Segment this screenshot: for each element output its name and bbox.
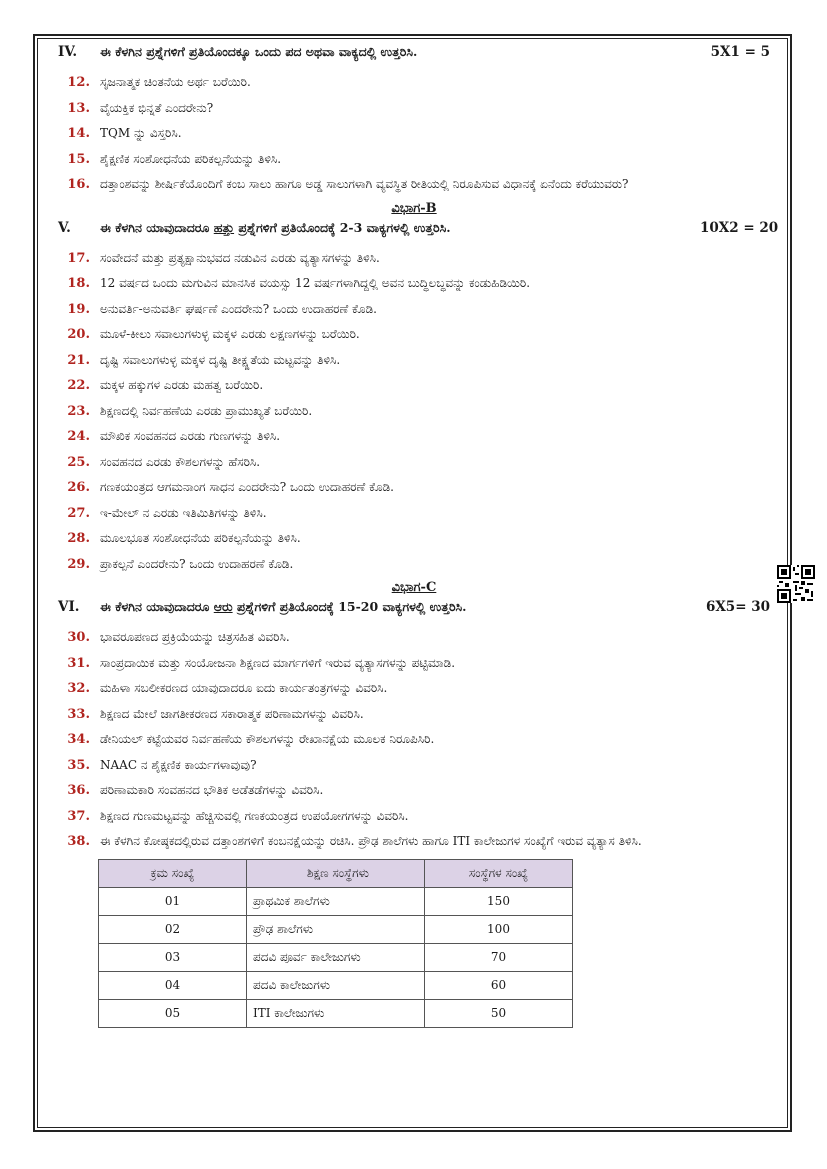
section-iv-header xyxy=(58,44,770,70)
question-text: NAAC ನ ಶೈಕ್ಷಣಿಕ ಕಾರ್ಯಗಳಾವುವು? xyxy=(100,757,257,772)
question-text: ಡೇನಿಯಲ್ ಕಟ್ಟೆಯವರ ನಿರ್ವಹಣೆಯ ಕೌಶಲಗಳನ್ನು ರೇಖಾನಕ್ಷೆಯ ಮೂಲಕ ನಿರೂಪಿಸಿರಿ. xyxy=(100,732,435,746)
question-text: ಅನುವರ್ತಿ-ಅನುವರ್ತಿ ಘರ್ಷಣೆ ಎಂದರೇನು? ಒಂದು ಉದಾಹರಣೆ ಕೊಡಿ. xyxy=(100,301,377,316)
serial-cell: 02 xyxy=(99,915,247,943)
count-cell: 100 xyxy=(425,915,573,943)
question-item xyxy=(58,450,770,476)
question-number: 27. xyxy=(67,505,90,521)
question-number: 23. xyxy=(67,403,90,419)
institution-cell: ಪದವಿ ಕಾಲೇಜುಗಳು xyxy=(247,971,425,999)
instruction-start: ಈ ಕೆಳಗಿನ ಯಾವುದಾದರೂ xyxy=(100,599,214,614)
question-item xyxy=(58,271,770,297)
question-number: 19. xyxy=(67,301,90,317)
serial-cell: 04 xyxy=(99,971,247,999)
section-numeral: IV. xyxy=(58,44,78,60)
question-number: 38. xyxy=(67,834,90,849)
question-item xyxy=(58,322,770,348)
question-item xyxy=(58,348,770,374)
question-number: 13. xyxy=(67,100,90,116)
section-v-header xyxy=(58,219,779,246)
question-paper xyxy=(58,44,779,1028)
count-cell: 60 xyxy=(425,971,573,999)
question-number: 12. xyxy=(67,75,90,90)
section-marks: 10X2 = 20 xyxy=(700,219,779,236)
question-number: 36. xyxy=(67,783,90,798)
question-number: 35. xyxy=(67,757,90,773)
question-text: ಗಣಕಯಂತ್ರದ ಆಗಮನಾಂಗ ಸಾಧನ ಎಂದರೇನು? ಒಂದು ಉದಾಹರಣೆ ಕೊಡಿ. xyxy=(100,480,394,494)
question-number: 18. xyxy=(67,276,90,291)
instruction-end: ಪ್ರಶ್ನೆಗಳಿಗೆ ಪ್ರತಿಯೊಂದಕ್ಕೆ 15-20 ವಾಕ್ಯಗಳಲ್ಲಿ ಉತ್ತರಿಸಿ. xyxy=(232,599,467,614)
question-number: 29. xyxy=(67,556,90,572)
question-item xyxy=(58,501,770,527)
question-text: ಸಂವೇದನೆ ಮತ್ತು ಪ್ರತ್ಯಕ್ಷಾನುಭವದ ನಡುವಿನ ಎರಡು ವ್ಯತ್ಯಾಸಗಳನ್ನು ತಿಳಿಸಿ. xyxy=(100,250,380,265)
instruction-start: ಈ ಕೆಳಗಿನ ಯಾವುದಾದರೂ xyxy=(100,219,214,235)
question-item xyxy=(58,96,770,122)
question-text: TQM ನ್ನು ವಿಸ್ತರಿಸಿ. xyxy=(100,126,182,140)
institution-cell: ಪ್ರಾಥಮಿಕ ಶಾಲೆಗಳು xyxy=(247,887,425,915)
question-item xyxy=(58,753,770,779)
question-item xyxy=(58,70,770,96)
institutions-table xyxy=(98,859,573,1028)
question-number: 32. xyxy=(67,681,90,696)
question-number: 16. xyxy=(67,177,90,192)
question-number: 28. xyxy=(67,531,90,546)
table-row xyxy=(99,887,573,915)
section-numeral: V. xyxy=(58,219,71,236)
question-item xyxy=(58,778,770,804)
part-c-heading: ವಿಭಾಗ-C xyxy=(391,580,437,595)
question-item xyxy=(58,424,770,450)
question-number: 24. xyxy=(67,429,90,444)
question-text: ಮಹಿಳಾ ಸಬಲೀಕರಣದ ಯಾವುದಾದರೂ ಐದು ಕಾರ್ಯತಂತ್ರಗಳನ್ನು ವಿವರಿಸಿ. xyxy=(100,681,388,695)
question-item xyxy=(58,829,770,855)
question-number: 30. xyxy=(67,630,90,645)
table-row xyxy=(99,999,573,1027)
count-cell: 70 xyxy=(425,943,573,971)
question-text: ಪರಿಣಾಮಕಾರಿ ಸಂವಹನದ ಭೌತಿಕ ಅಡೆತಡೆಗಳನ್ನು ವಿವರಿಸಿ. xyxy=(100,783,324,797)
instruction-end: ಪ್ರಶ್ನೆಗಳಿಗೆ ಪ್ರತಿಯೊಂದಕ್ಕೆ 2-3 ವಾಕ್ಯಗಳಲ್ಲಿ ಉತ್ತರಿಸಿ. xyxy=(234,219,451,235)
question-text: ದತ್ತಾಂಶವನ್ನು ಶೀರ್ಷಿಕೆಯೊಂದಿಗೆ ಕಂಬ ಸಾಲು ಹಾಗೂ ಅಡ್ಡ ಸಾಲುಗಳಾಗಿ ವ್ಯವಸ್ಥಿತ ರೀತಿಯಲ್ಲಿ ನಿರೂಪಿಸುವ ವಿಧಾನಕ್ಕೆ ಏನೆಂದು ಕರೆಯುವರು? xyxy=(100,177,629,191)
table-header-row xyxy=(99,859,573,887)
question-text: ದೃಷ್ಟಿ ಸವಾಲುಗಳುಳ್ಳ ಮಕ್ಕಳ ದೃಷ್ಟಿ ತೀಕ್ಷ್ಣತೆಯ ಮಟ್ಟವನ್ನು ತಿಳಿಸಿ. xyxy=(100,352,341,367)
question-text: ಮೂಲಭೂತ ಸಂಶೋಧನೆಯ ಪರಿಕಲ್ಪನೆಯನ್ನು ತಿಳಿಸಿ. xyxy=(100,531,301,545)
question-text: ಈ ಕೆಳಗಿನ ಕೋಷ್ಠಕದಲ್ಲಿರುವ ದತ್ತಾಂಶಗಳಿಗೆ ಕಂಬನಕ್ಷೆಯನ್ನು ರಚಿಸಿ. ಪ್ರೌಢ ಶಾಲೆಗಳು ಹಾಗೂ ITI ಕಾಲೇಜುಗಳ ಸಂಖ್ಯೆಗೆ ಇರುವ ವ್ಯತ್ಯಾಸ ತಿಳಿಸಿ. xyxy=(100,834,642,848)
question-item xyxy=(58,246,770,272)
question-number: 26. xyxy=(67,480,90,495)
question-text: ಶಿಕ್ಷಣದ ಮೇಲೆ ಜಾಗತೀಕರಣದ ಸಕಾರಾತ್ಮಕ ಪರಿಣಾಮಗಳನ್ನು ವಿವರಿಸಿ. xyxy=(100,706,364,721)
question-text: ಸಂವಹನದ ಎರಡು ಕೌಶಲಗಳನ್ನು ಹೆಸರಿಸಿ. xyxy=(100,454,261,469)
question-text: ಮಕ್ಕಳ ಹಕ್ಕುಗಳ ಎರಡು ಮಹತ್ವ ಬರೆಯಿರಿ. xyxy=(100,378,264,392)
question-text: ಸಾಂಪ್ರದಾಯಿಕ ಮತ್ತು ಸಂಯೋಜನಾ ಶಿಕ್ಷಣದ ಮಾರ್ಗಗಳಿಗೆ ಇರುವ ವ್ಯತ್ಯಾಸಗಳನ್ನು ಪಟ್ಟಿಮಾಡಿ. xyxy=(100,655,456,670)
question-item xyxy=(58,147,770,173)
question-number: 17. xyxy=(67,250,90,266)
question-item xyxy=(58,625,770,651)
question-item xyxy=(58,475,770,501)
question-text: 12 ವರ್ಷದ ಒಂದು ಮಗುವಿನ ಮಾನಸಿಕ ವಯಸ್ಸು 12 ವರ್ಷಗಳಾಗಿದ್ದಲ್ಲಿ ಅವನ ಬುದ್ಧಿಲಬ್ಧವನ್ನು ಕಂಡುಹಿಡಿಯಿರಿ. xyxy=(100,276,531,290)
question-number: 31. xyxy=(67,655,90,671)
column-header: ಸಂಸ್ಥೆಗಳ ಸಂಖ್ಯೆ xyxy=(425,859,573,887)
table-row xyxy=(99,915,573,943)
question-item xyxy=(58,526,770,552)
column-header: ಕ್ರಮ ಸಂಖ್ಯೆ xyxy=(99,859,247,887)
question-item xyxy=(58,399,770,425)
section-marks: 6X5= 30 xyxy=(705,599,770,615)
question-number: 33. xyxy=(67,706,90,722)
question-number: 14. xyxy=(67,126,90,141)
question-number: 25. xyxy=(67,454,90,470)
section-marks: 5X1 = 5 xyxy=(710,44,770,60)
question-item xyxy=(58,552,770,578)
table-row xyxy=(99,971,573,999)
serial-cell: 05 xyxy=(99,999,247,1027)
serial-cell: 03 xyxy=(99,943,247,971)
section-vi-header xyxy=(58,599,770,625)
question-item xyxy=(58,172,770,198)
question-text: ಭಾವರೂಪಣದ ಪ್ರಕ್ರಿಯೆಯನ್ನು ಚಿತ್ರಸಹಿತ ವಿವರಿಸಿ. xyxy=(100,630,290,644)
question-number: 37. xyxy=(67,808,90,824)
question-item xyxy=(58,297,770,323)
question-text: ಶಿಕ್ಷಣದಲ್ಲಿ ನಿರ್ವಹಣೆಯ ಎರಡು ಪ್ರಾಮುಖ್ಯತೆ ಬರೆಯಿರಿ. xyxy=(100,403,313,418)
question-item xyxy=(58,676,770,702)
question-item xyxy=(58,121,770,147)
question-text: ಇ-ಮೇಲ್ ನ ಎರಡು ಇತಿಮಿತಿಗಳನ್ನು ತಿಳಿಸಿ. xyxy=(100,505,267,520)
qr-code-icon xyxy=(777,565,815,603)
question-number: 34. xyxy=(67,732,90,747)
question-number: 22. xyxy=(67,378,90,393)
question-item xyxy=(58,651,770,677)
question-text: ಶೈಕ್ಷಣಿಕ ಸಂಶೋಧನೆಯ ಪರಿಕಲ್ಪನೆಯನ್ನು ತಿಳಿಸಿ. xyxy=(100,151,282,166)
institution-cell: ITI ಕಾಲೇಜುಗಳು xyxy=(247,999,425,1027)
question-text: ಶಿಕ್ಷಣದ ಗುಣಮಟ್ಟವನ್ನು ಹೆಚ್ಚಿಸುವಲ್ಲಿ ಗಣಕಯಂತ್ರದ ಉಪಯೋಗಗಳನ್ನು ವಿವರಿಸಿ. xyxy=(100,808,409,823)
question-number: 21. xyxy=(67,352,90,368)
instruction-count: ಹತ್ತು xyxy=(213,219,235,235)
question-number: 15. xyxy=(67,151,90,167)
question-item xyxy=(58,727,770,753)
question-number: 20. xyxy=(67,327,90,342)
column-header: ಶಿಕ್ಷಣ ಸಂಸ್ಥೆಗಳು xyxy=(247,859,425,887)
question-text: ವೈಯಕ್ತಿಕ ಭಿನ್ನತೆ ಎಂದರೇನು? xyxy=(100,100,214,115)
question-item xyxy=(58,373,770,399)
institution-cell: ಪ್ರೌಢ ಶಾಲೆಗಳು xyxy=(247,915,425,943)
count-cell: 50 xyxy=(425,999,573,1027)
question-text: ಪ್ರಾಕಲ್ಪನೆ ಎಂದರೇನು? ಒಂದು ಉದಾಹರಣೆ ಕೊಡಿ. xyxy=(100,556,294,571)
count-cell: 150 xyxy=(425,887,573,915)
institution-cell: ಪದವಿ ಪೂರ್ವ ಕಾಲೇಜುಗಳು xyxy=(247,943,425,971)
serial-cell: 01 xyxy=(99,887,247,915)
part-b-heading: ವಿಭಾಗ-B xyxy=(391,200,437,216)
section-instruction xyxy=(100,599,700,615)
question-item xyxy=(58,804,770,830)
instruction-count: ಆರು xyxy=(213,599,233,614)
question-text: ಮೌಖಿಕ ಸಂವಹನದ ಎರಡು ಗುಣಗಳನ್ನು ತಿಳಿಸಿ. xyxy=(100,429,281,443)
question-text: ಸೃಜನಾತ್ಮಕ ಚಿಂತನೆಯ ಅರ್ಥ ಬರೆಯಿರಿ. xyxy=(100,75,251,89)
question-text: ಮೂಳೆ-ಕೀಲು ಸವಾಲುಗಳುಳ್ಳ ಮಕ್ಕಳ ಎರಡು ಲಕ್ಷಣಗಳನ್ನು ಬರೆಯಿರಿ. xyxy=(100,327,360,341)
question-item xyxy=(58,702,770,728)
section-numeral: VI. xyxy=(58,599,80,615)
section-instruction: ಈ ಕೆಳಗಿನ ಪ್ರಶ್ನೆಗಳಿಗೆ ಪ್ರತಿಯೊಂದಕ್ಕೂ ಒಂದು ಪದ ಅಥವಾ ವಾಕ್ಯದಲ್ಲಿ ಉತ್ತರಿಸಿ. xyxy=(100,44,418,59)
section-instruction xyxy=(100,220,700,236)
table-row xyxy=(99,943,573,971)
